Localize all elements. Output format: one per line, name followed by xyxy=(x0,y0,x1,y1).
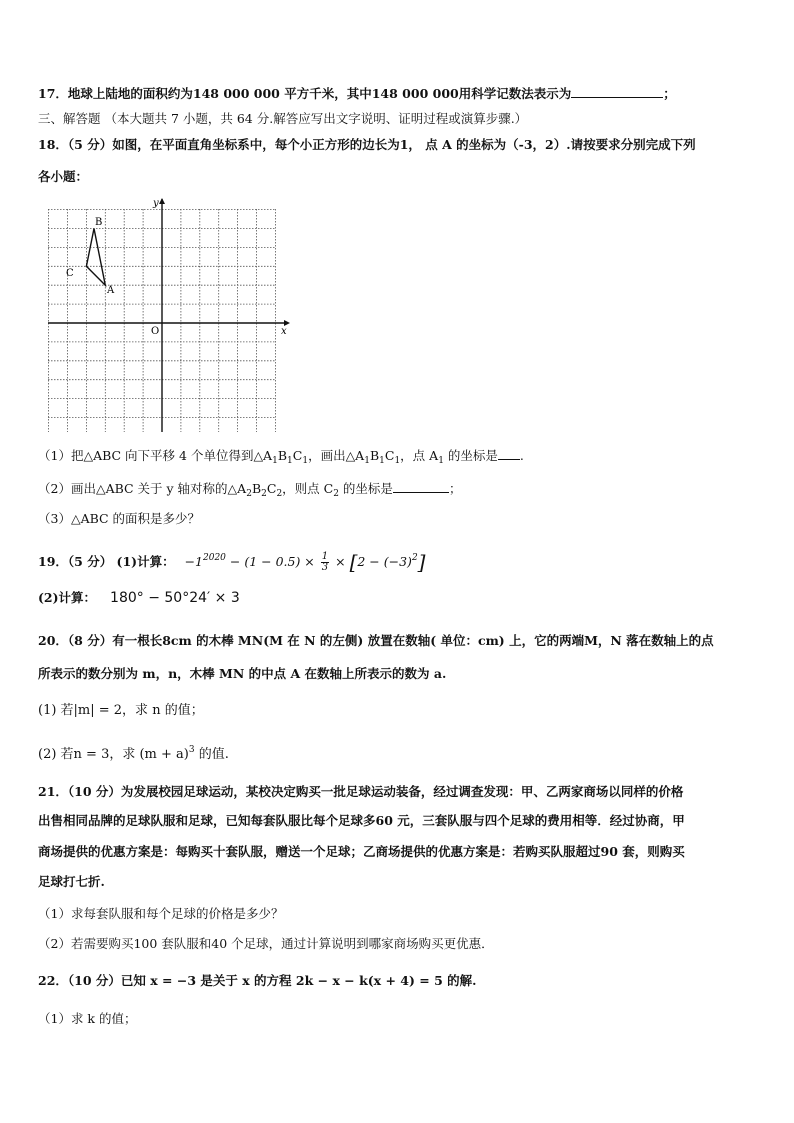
question-20-sub1: (1) 若|m| = 2，求 n 的值； xyxy=(38,703,204,718)
point-a-label: A xyxy=(107,285,115,296)
question-22-line1: 22．（10 分）已知 x = −3 是关于 x 的方程 2k − x − k(x + 4) = 5 的解. xyxy=(38,973,477,988)
question-20-sub2: (2) 若n = 3，求 $(m + a)^3$ 的值. xyxy=(38,745,229,762)
question-17-text: 17．地球上陆地的面积约为148 000 000 平方千米，其中148 000 000用科学记数法表示为 xyxy=(38,86,572,101)
question-21-line1: 21．（10 分）为发展校园足球运动，某校决定购买一批足球运动装备，经过调查发现：甲、乙两家商场以同样的价格 xyxy=(38,784,684,799)
y-axis-arrow-icon xyxy=(159,198,165,204)
question-19-part2: (2)计算： 180° − 50°24′ × 3 xyxy=(38,590,240,606)
question-21-sub1: （1）求每套队服和每个足球的价格是多少？ xyxy=(38,906,284,921)
question-20-line2: 所表示的数分别为 m，n，木棒 MN 的中点 A 在数轴上所表示的数为 a. xyxy=(38,666,447,681)
answer-blank[interactable] xyxy=(498,446,520,460)
point-b-label: B xyxy=(95,217,103,228)
question-18-line2: 各小题： xyxy=(38,169,89,184)
x-axis-label: x xyxy=(281,326,287,337)
question-21-line3: 商场提供的优惠方案是：每购买十套队服，赠送一个足球；乙商场提供的优惠方案是：若购买队服超过90 套，则购买 xyxy=(38,844,685,859)
answer-blank[interactable] xyxy=(393,479,449,493)
question-20-line1: 20．（8 分）有一根长8cm 的木棒 MN(M 在 N 的左侧) 放置在数轴( 单位：cm) 上，它的两端M，N 落在数轴上的点 xyxy=(38,633,714,648)
y-axis-label: y xyxy=(153,198,159,209)
question-17: 17．地球上陆地的面积约为148 000 000 平方千米，其中148 000 000用科学记数法表示为 ； xyxy=(38,86,676,101)
question-18-sub1: （1）把△ABC 向下平移 4 个单位得到$\triangle A_1B_1C_1$，画出$\triangle A_1B_1C_1$，点 $A_1$ 的坐标是 . xyxy=(38,448,524,466)
triangle-abc xyxy=(86,229,105,286)
question-21-line2: 出售相同品牌的足球队服和足球，已知每套队服比每个足球多60 元，三套队服与四个足球的费用相等．经过协商，甲 xyxy=(38,813,685,828)
coordinate-grid-figure xyxy=(48,197,296,433)
question-18-line1: 18．（5 分）如图，在平面直角坐标系中，每个小正方形的边长为1， 点 A 的坐标为（-3，2）.请按要求分别完成下列 xyxy=(38,137,696,152)
answer-blank[interactable] xyxy=(571,84,663,98)
question-19-part1: 19．（5 分） (1)计算： $-1^{2020} - (1 - 0.5)$ × $\frac{1}{3}$ × $[2 - (-3)^2]$ xyxy=(38,550,426,574)
section-heading: 三、解答题 （本大题共 7 小题，共 64 分.解答应写出文字说明、证明过程或演算步骤.） xyxy=(38,111,528,126)
question-18-sub3: （3）△ABC 的面积是多少？ xyxy=(38,511,201,526)
fraction: $\frac{1}{3}$ xyxy=(321,551,329,573)
question-18-sub2: （2）画出△ABC 关于 y 轴对称的$\triangle A_2B_2C_2$，则点 $C_2$ 的坐标是 ； xyxy=(38,481,462,499)
origin-label: O xyxy=(151,326,160,337)
question-21-sub2: （2）若需要购买100 套队服和40 个足球，通过计算说明到哪家商场购买更优惠． xyxy=(38,936,494,951)
question-22-sub1: （1）求 k 的值； xyxy=(38,1011,137,1026)
point-c-label: C xyxy=(66,268,74,279)
question-21-line4: 足球打七折. xyxy=(38,874,105,889)
